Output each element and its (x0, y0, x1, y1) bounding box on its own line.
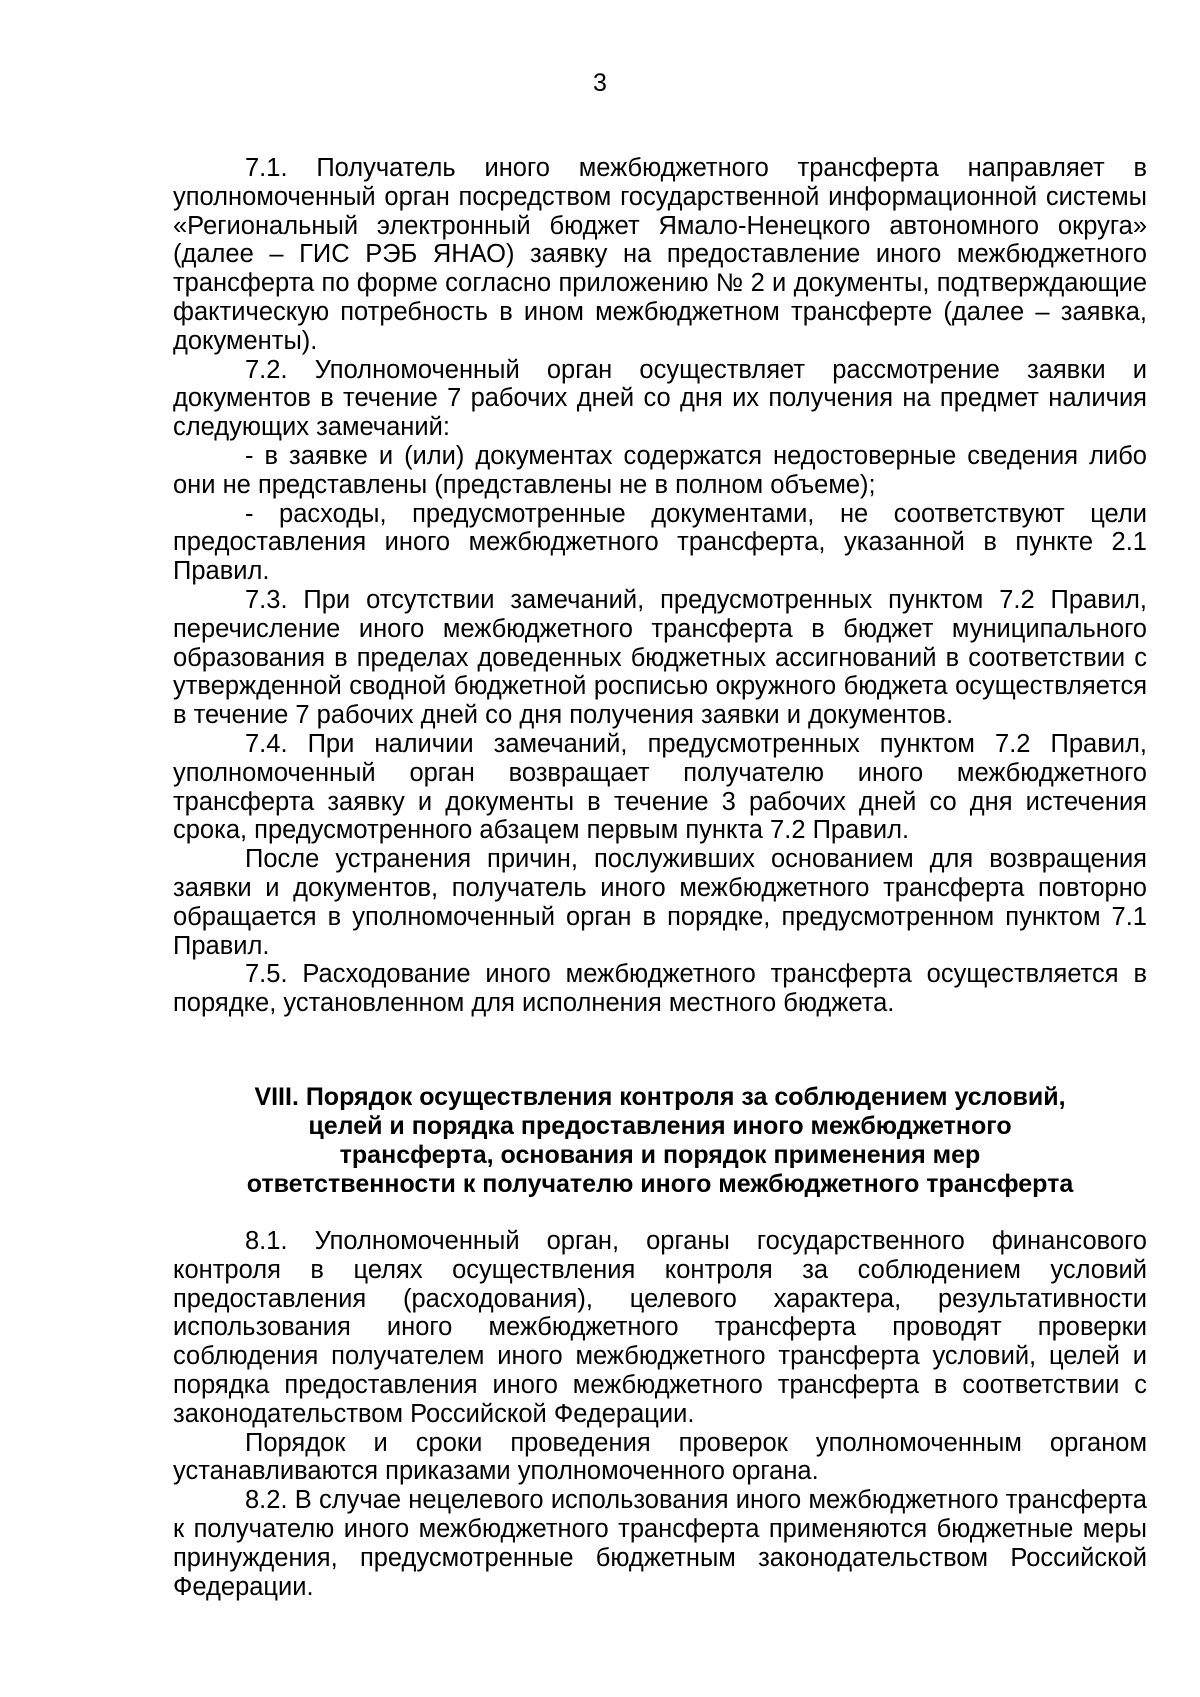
paragraph-7-2: 7.2. Уполномоченный орган осуществляет рассмотрение заявки и документов в течение 7 рабочих дней со дня их получения на предмет наличия следующих замечаний: (173, 355, 1147, 442)
paragraph-7-4-continued: После устранения причин, послуживших основанием для возвращения заявки и документов, получатель иного межбюджетного трансферта повторно обращается в уполномоченный орган в порядке, предусмотренном пунктом 7.1 Правил. (173, 845, 1147, 960)
paragraph-8-1-continued: Порядок и сроки проведения проверок уполномоченным органом устанавливаются приказами уполномоченного органа. (173, 1428, 1147, 1486)
paragraph-7-1: 7.1. Получатель иного межбюджетного трансферта направляет в уполномоченный орган посредством государственной информационной системы «Региональный электронный бюджет Ямало-Ненецкого автономного округа» (далее – ГИС РЭБ ЯНАО) заявку на предоставление иного межбюджетного трансферта по форме согласно приложению № 2 и документы, подтверждающие фактическую потребность в ином межбюджетном трансферте (далее – заявка, документы). (173, 154, 1147, 355)
list-item-remark-2: - расходы, предусмотренные документами, не соответствуют цели предоставления иного межбюджетного трансферта, указанной в пункте 2.1 Правил. (173, 499, 1147, 586)
heading-line: ответственности к получателю иного межбюджетного трансферта (246, 1170, 1074, 1198)
heading-line: целей и порядка предоставления иного межбюджетного (308, 1112, 1012, 1140)
paragraph-7-5: 7.5. Расходование иного межбюджетного трансферта осуществляется в порядке, установленном для исполнения местного бюджета. (173, 960, 1147, 1018)
paragraph-8-2: 8.2. В случае нецелевого использования иного межбюджетного трансферта к получателю иного межбюджетного трансферта применяются бюджетные меры принуждения, предусмотренные бюджетным законодательством Российской Федерации. (173, 1486, 1147, 1601)
paragraph-7-4: 7.4. При наличии замечаний, предусмотренных пунктом 7.2 Правил, уполномоченный орган возвращает получателю иного межбюджетного трансферта заявку и документы в течение 3 рабочих дней со дня истечения срока, предусмотренного абзацем первым пункта 7.2 Правил. (173, 729, 1147, 845)
list-item-remark-1: - в заявке и (или) документах содержатся недостоверные сведения либо они не представлены (представлены не в полном объеме); (173, 441, 1147, 499)
heading-line: VIII. Порядок осуществления контроля за соблюдением условий, (254, 1083, 1066, 1111)
section-8-body (173, 1227, 1147, 1601)
heading-line: трансферта, основания и порядок применения мер (339, 1141, 981, 1169)
page-number: 3 (593, 69, 607, 97)
section-8-heading (173, 1083, 1147, 1199)
paragraph-8-1: 8.1. Уполномоченный орган, органы государственного финансового контроля в целях осуществления контроля за соблюдением условий предоставления (расходования), целевого характера, результативности использования иного межбюджетного трансферта проводят проверки соблюдения получателем иного межбюджетного трансферта условий, целей и порядка предоставления иного межбюджетного трансферта в соответствии с законодательством Российской Федерации. (173, 1227, 1147, 1428)
paragraph-7-3: 7.3. При отсутствии замечаний, предусмотренных пунктом 7.2 Правил, перечисление иного межбюджетного трансферта в бюджет муниципального образования в пределах доведенных бюджетных ассигнований в соответствии с утвержденной сводной бюджетной росписью окружного бюджета осуществляется в течение 7 рабочих дней со дня получения заявки и документов. (173, 585, 1147, 730)
section-7-body (173, 154, 1147, 1018)
